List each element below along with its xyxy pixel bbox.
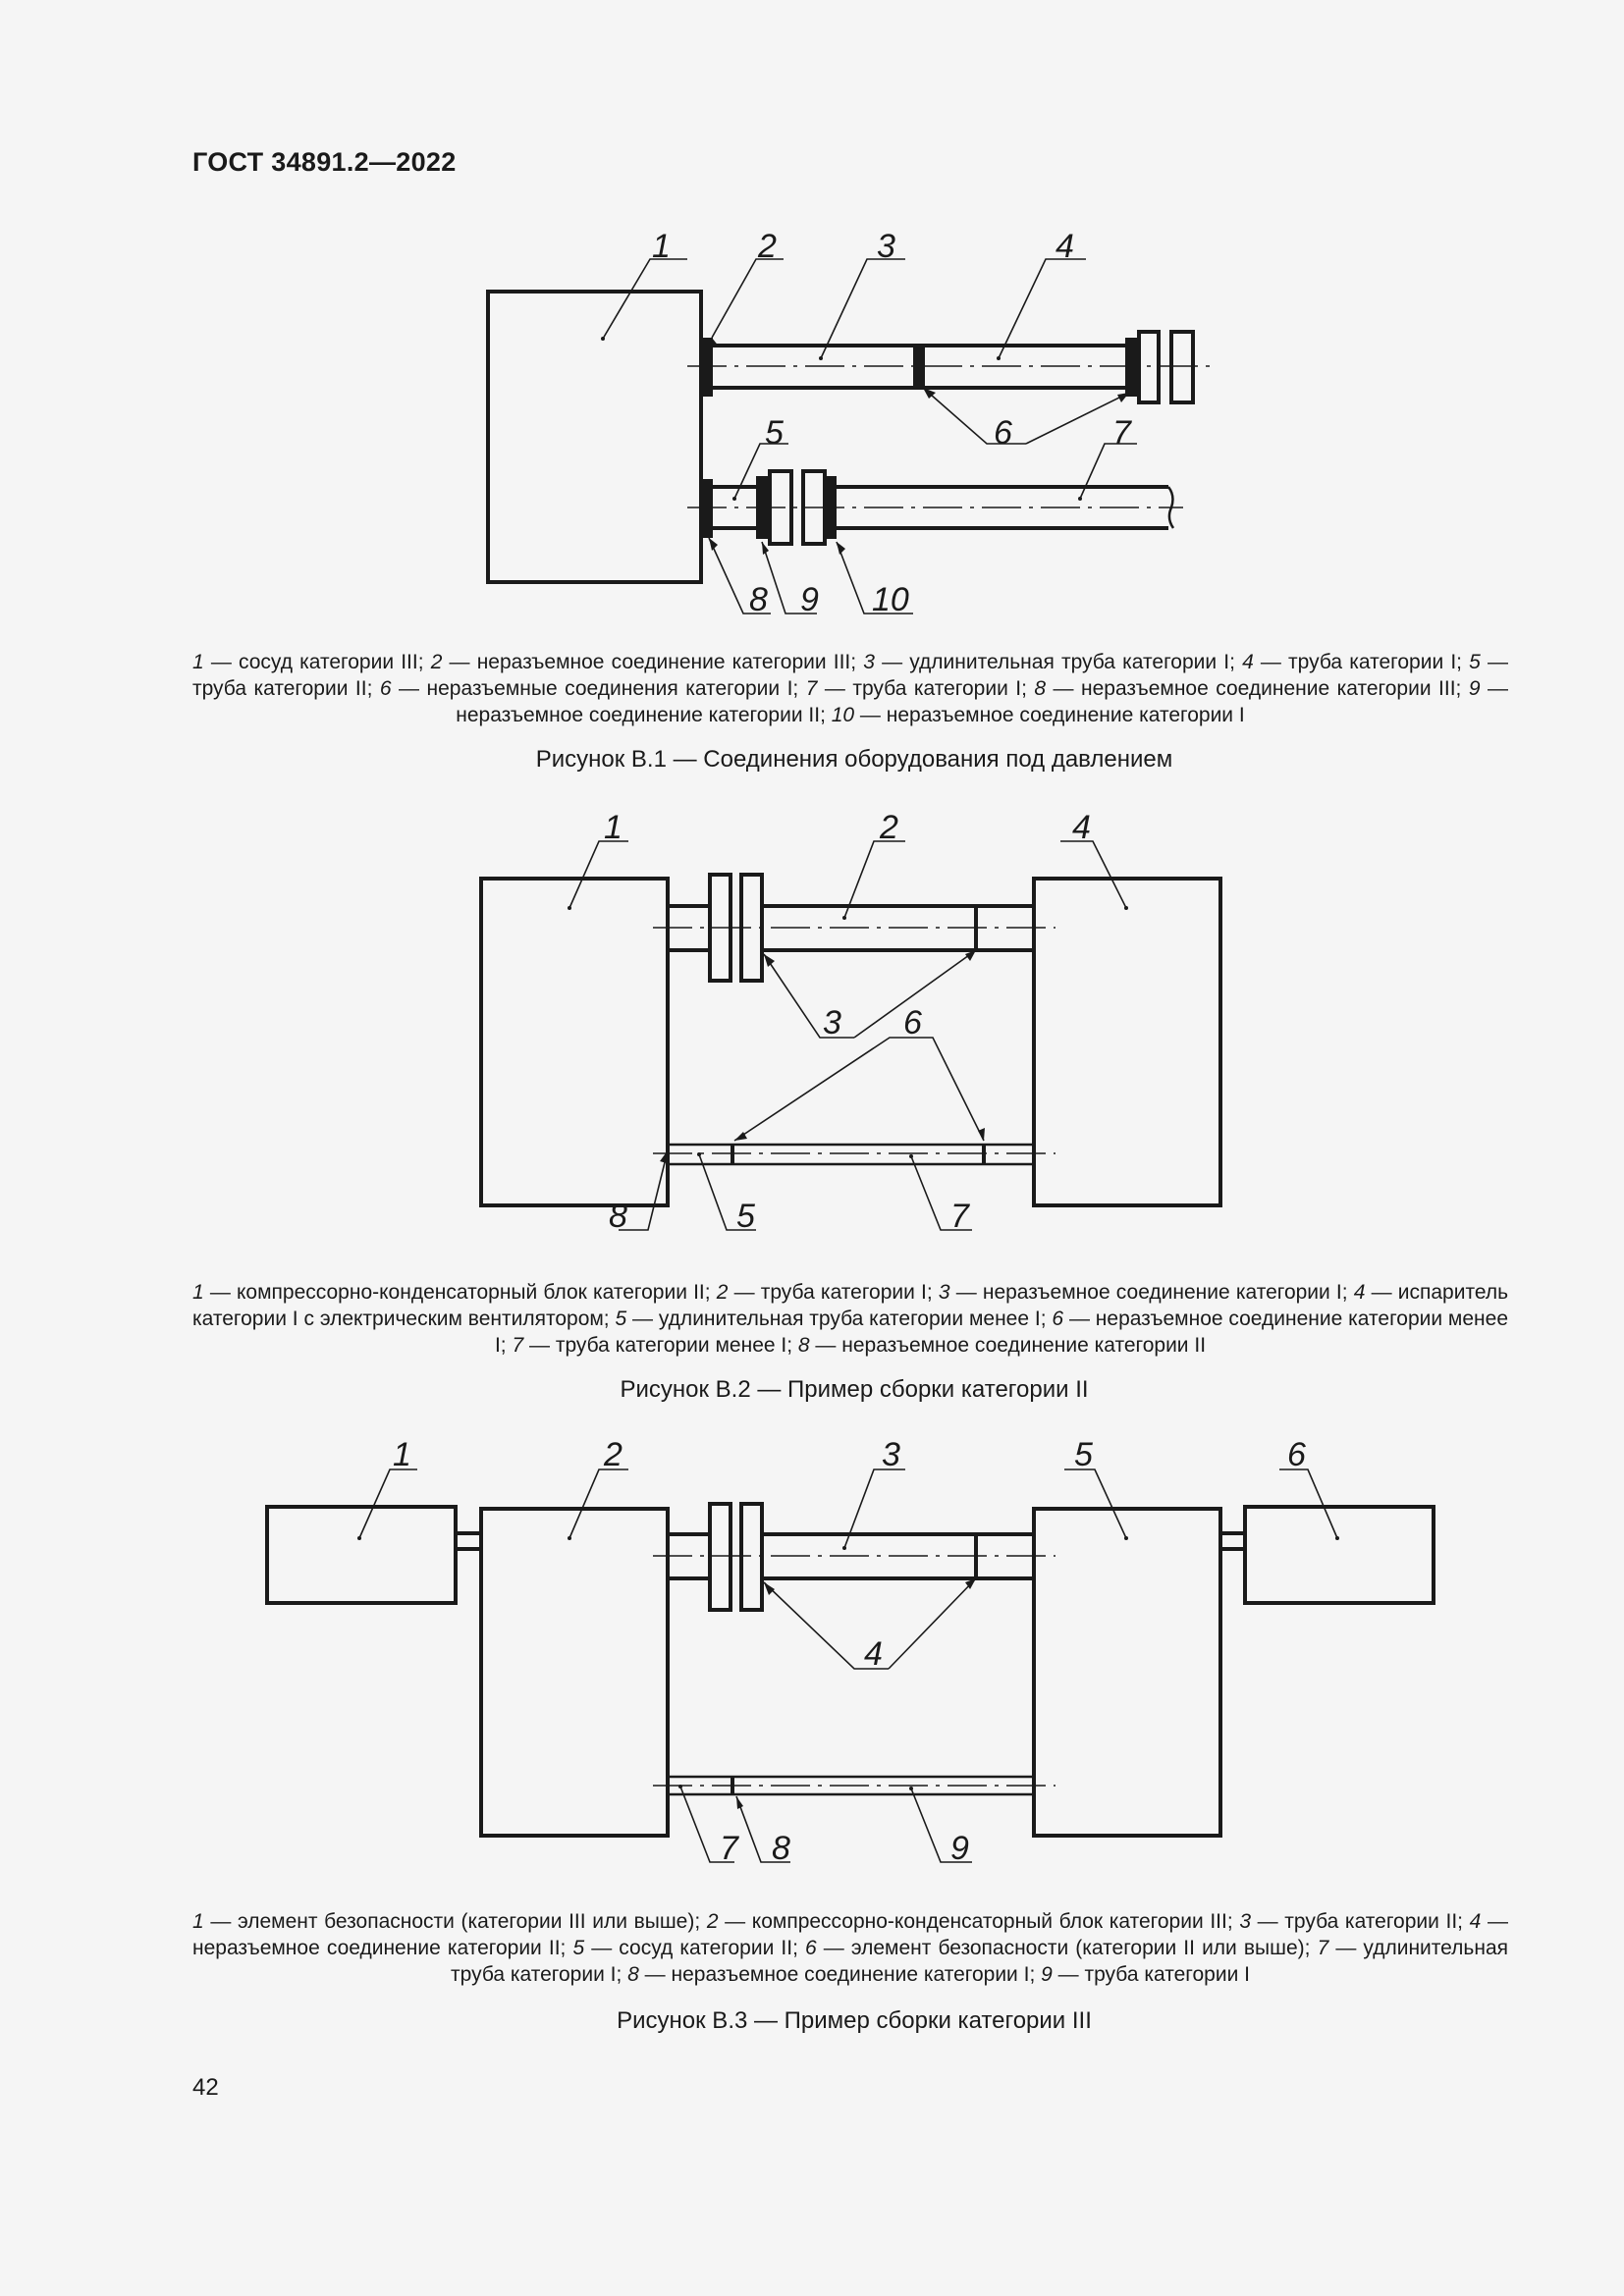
figure-b2-label-2: 2 <box>880 809 898 846</box>
legend-item-text: — сосуд категории II; <box>584 1937 805 1959</box>
legend-item-text: — труба категории I; <box>817 677 1035 700</box>
legend-item-text: — труба категории менее I; <box>523 1334 798 1357</box>
figure-b3-label-9: 9 <box>950 1830 969 1867</box>
figure-b1-label-10: 10 <box>872 581 909 618</box>
legend-item-number: 5 <box>615 1308 627 1330</box>
safety-element-left <box>267 1507 456 1603</box>
legend-item-number: 8 <box>1034 677 1047 700</box>
legend-item-text: — труба категории I; <box>1253 651 1470 673</box>
legend-item-number: 5 <box>572 1937 585 1959</box>
legend-item-text: — неразъемное соединение категории II; <box>192 1910 1508 1959</box>
figure-b1-label-2: 2 <box>758 228 777 265</box>
legend-item-number: 2 <box>706 1910 719 1933</box>
legend-item-text: — неразъемное соединение категории III; <box>1046 677 1469 700</box>
legend-item-number: 3 <box>938 1281 950 1304</box>
legend-item-text: — неразъемное соединение категории II; <box>456 677 1508 726</box>
legend-item-text: — неразъемное соединение категории II <box>809 1334 1207 1357</box>
figure-b3-caption: Рисунок B.3 — Пример сборки категории III <box>617 2007 1092 2034</box>
legend-item-number: 3 <box>863 651 875 673</box>
figure-b1-caption: Рисунок B.1 — Соединения оборудования под давлением <box>535 746 1173 773</box>
document-header: ГОСТ 34891.2—2022 <box>192 147 457 177</box>
legend-item-text: — труба категории II; <box>192 651 1508 700</box>
legend-item-number: 8 <box>797 1334 810 1357</box>
legend-item-text: — удлинительная труба категории I; <box>874 651 1243 673</box>
figure-b3-label-2: 2 <box>604 1436 623 1473</box>
figure-b2-label-1: 1 <box>604 809 623 846</box>
compressor-unit-box <box>481 879 668 1205</box>
legend-item-number: 1 <box>192 1910 204 1933</box>
figure-b3-label-4: 4 <box>864 1635 883 1673</box>
legend-item-number: 5 <box>1469 651 1481 673</box>
figure-b2-label-8: 8 <box>609 1198 627 1235</box>
figure-b2-caption: Рисунок B.2 — Пример сборки категории II <box>620 1376 1089 1403</box>
figure-b2-label-3: 3 <box>823 1004 841 1041</box>
legend-item-text: — неразъемное соединение категории I; <box>638 1963 1042 1986</box>
figure-b3 <box>0 1414 1624 1895</box>
legend-item-text: — элемент безопасности (категории II или выше); <box>816 1937 1318 1959</box>
legend-item-number: 6 <box>1052 1308 1064 1330</box>
legend-item-text: — неразъемные соединения категории I; <box>391 677 806 700</box>
safety-element-right <box>1245 1507 1434 1603</box>
figure-b3-label-8: 8 <box>772 1830 790 1867</box>
figure-b1-label-1: 1 <box>652 228 671 265</box>
legend-item-number: 6 <box>379 677 392 700</box>
figure-b3-label-7: 7 <box>720 1830 738 1867</box>
vessel-box <box>488 292 701 582</box>
evaporator-box <box>1034 879 1220 1205</box>
figure-b1-label-6: 6 <box>994 414 1012 452</box>
figure-b2 <box>0 785 1624 1276</box>
figure-b1-label-4: 4 <box>1056 228 1074 265</box>
figure-b2-label-4: 4 <box>1072 809 1091 846</box>
legend-item-text: — элемент безопасности (категории III или выше); <box>203 1910 707 1933</box>
legend-item-text: — компрессорно-конденсаторный блок категории III; <box>718 1910 1240 1933</box>
legend-item-number: 4 <box>1469 1910 1482 1933</box>
figure-b1-legend <box>192 649 1508 728</box>
legend-item-number: 7 <box>512 1334 524 1357</box>
legend-item-text: — неразъемное соединение категории менее I; <box>494 1308 1509 1357</box>
legend-item-text: — удлинительная труба категории I; <box>451 1937 1508 1986</box>
figure-b2-legend <box>192 1279 1508 1359</box>
page-number: 42 <box>192 2074 219 2101</box>
figure-b2-drawing <box>0 785 1624 1276</box>
legend-item-number: 2 <box>430 651 443 673</box>
figure-b2-label-7: 7 <box>950 1198 969 1235</box>
figure-b1-drawing <box>0 0 1624 628</box>
legend-item-text: — испаритель категории I с электрическим вентилятором; <box>192 1281 1509 1330</box>
legend-item-text: — удлинительная труба категории менее I; <box>626 1308 1053 1330</box>
legend-item-number: 4 <box>1353 1281 1366 1304</box>
figure-b3-legend <box>192 1908 1508 1988</box>
legend-item-number: 7 <box>805 677 818 700</box>
legend-item-number: 9 <box>1468 677 1481 700</box>
legend-item-text: — неразъемное соединение категории I; <box>949 1281 1354 1304</box>
figure-b1-label-3: 3 <box>877 228 895 265</box>
figure-b3-label-6: 6 <box>1287 1436 1306 1473</box>
legend-item-text: — неразъемное соединение категории III; <box>442 651 864 673</box>
figure-b1-label-5: 5 <box>765 414 784 452</box>
legend-item-text: — труба категории I <box>1052 1963 1250 1986</box>
legend-item-number: 1 <box>192 1281 204 1304</box>
legend-item-number: 6 <box>804 1937 817 1959</box>
figure-b2-label-6: 6 <box>903 1004 922 1041</box>
figure-b3-drawing <box>0 1414 1624 1895</box>
vessel-box <box>1034 1509 1220 1836</box>
legend-item-number: 1 <box>192 651 204 673</box>
figure-b1-label-7: 7 <box>1112 414 1131 452</box>
legend-item-number: 9 <box>1041 1963 1053 1986</box>
legend-item-text: — неразъемное соединение категории I <box>854 704 1245 726</box>
figure-b1 <box>0 0 1624 628</box>
legend-item-text: — компрессорно-конденсаторный блок категории II; <box>203 1281 717 1304</box>
figure-b2-label-5: 5 <box>736 1198 755 1235</box>
legend-item-number: 8 <box>627 1963 639 1986</box>
legend-item-text: — труба категории I; <box>728 1281 939 1304</box>
legend-item-number: 7 <box>1317 1937 1329 1959</box>
legend-item-number: 4 <box>1242 651 1254 673</box>
figure-b1-label-8: 8 <box>749 581 768 618</box>
figure-b3-label-3: 3 <box>882 1436 900 1473</box>
legend-item-text: — труба категории II; <box>1251 1910 1470 1933</box>
legend-item-number: 2 <box>716 1281 729 1304</box>
legend-item-number: 3 <box>1239 1910 1251 1933</box>
figure-b3-label-5: 5 <box>1074 1436 1093 1473</box>
legend-item-number: 10 <box>831 704 855 726</box>
figure-b3-label-1: 1 <box>393 1436 411 1473</box>
figure-b1-label-9: 9 <box>800 581 819 618</box>
compressor-unit-box <box>481 1509 668 1836</box>
legend-item-text: — сосуд категории III; <box>203 651 431 673</box>
